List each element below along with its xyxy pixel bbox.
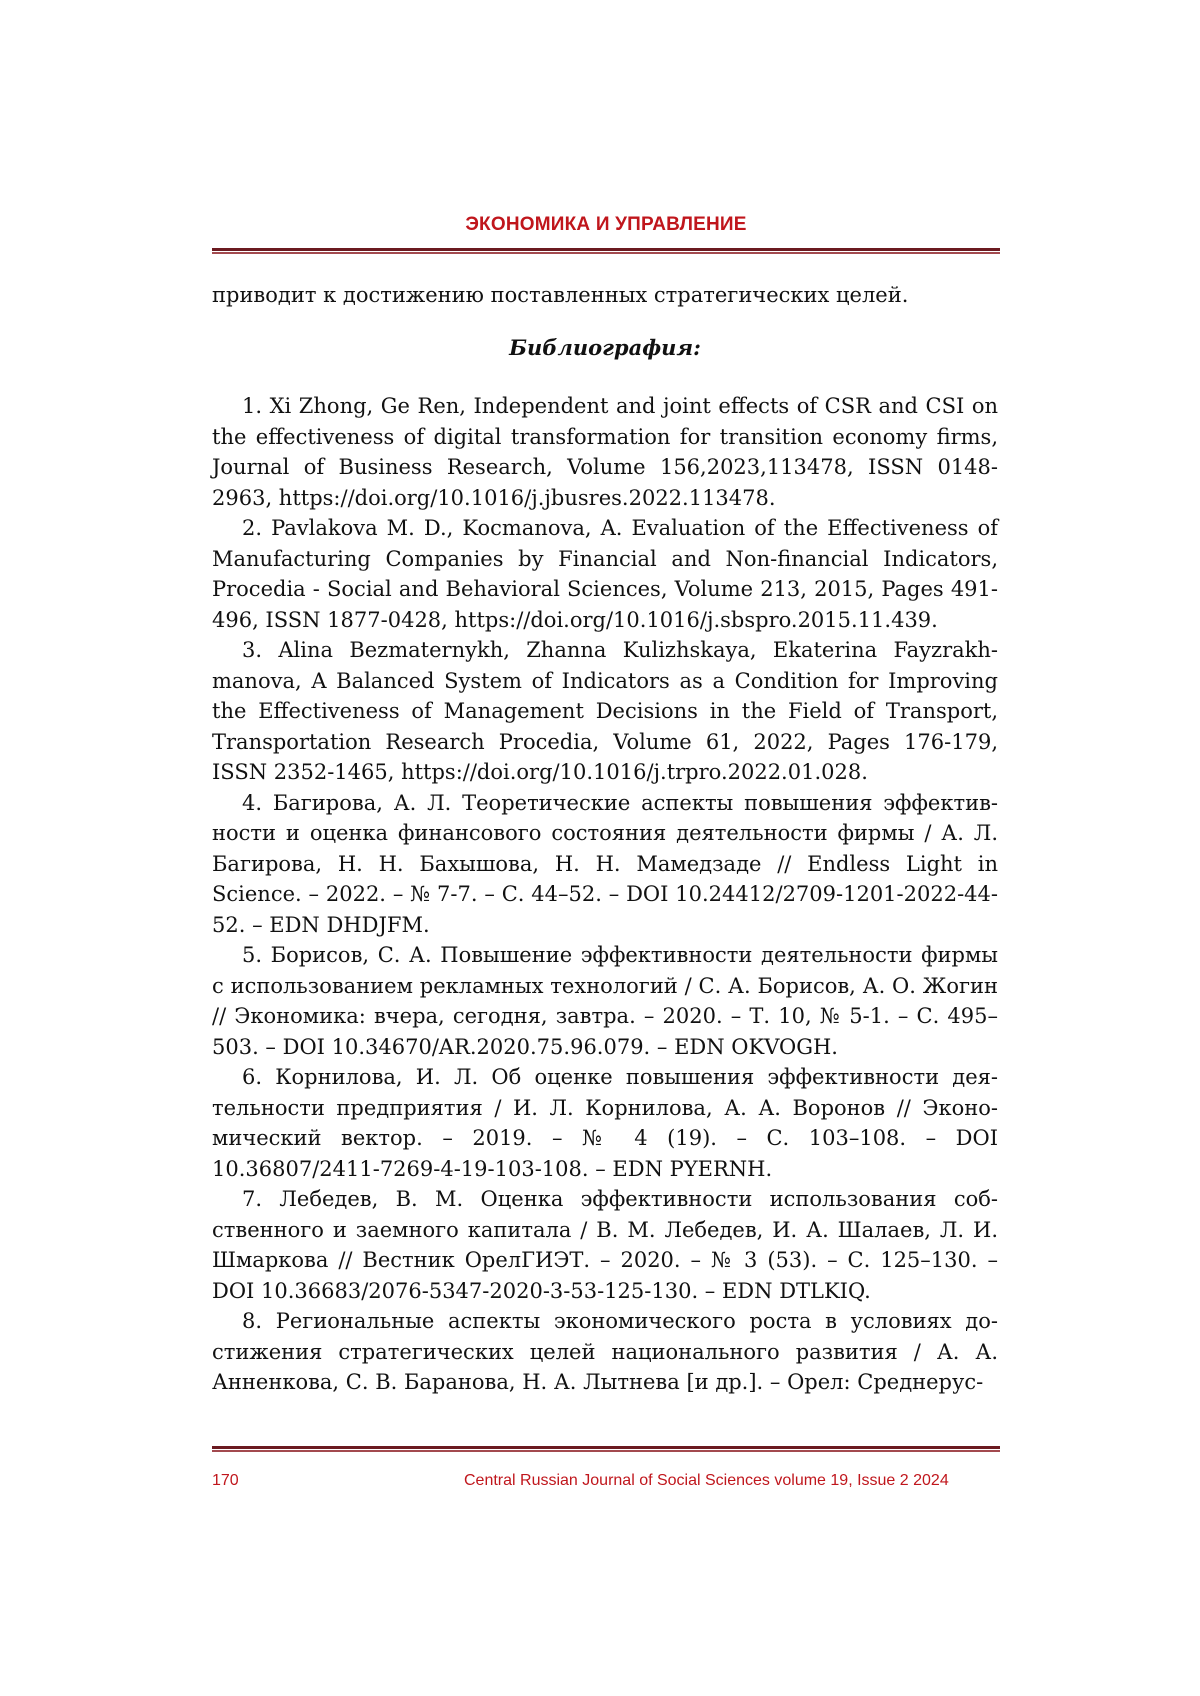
reference-item-2: 2. Pavlakova M. D., Kocmanova, A. Evaluation of the Effectiveness of Manufacturing Companies by Financial and Non-financial Indicators, Procedia - Social and Behavioral Sciences, Volume 213, 2015, Pages 491-496, ISSN 1877-0428, https://doi.org/10.1016/j.sbspro.2015.11.439. — [212, 516, 998, 632]
footer-rule — [212, 1446, 1000, 1452]
reference-item-3: 3. Alina Bezmaternykh, Zhanna Kulizhskaya, Ekaterina Fayzrakhmanova, A Balanced System of Indicators as a Condition for Improving the Effectiveness of Management Decisions in the Field of Transport, Transportation Research Procedia, Volume 61, 2022, Pages 176-179, ISSN 2352-1465, https://doi.org/10.1016/j.trpro.2022.01.028. — [212, 638, 998, 784]
header-rule-thick — [212, 248, 1000, 251]
reference-item-5: 5. Борисов, С. А. Повышение эффективности деятельности фирмы с использованием рекламных технологий / С. А. Борисов, А. О. Жогин // Экономика: вчера, сегодня, завтра. – 2020. – Т. 10, № 5-1. – С. 495–503. – DOI 10.34670/AR.2020.75.96.079. – EDN OKVOGH. — [212, 943, 998, 1059]
running-head: ЭКОНОМИКА И УПРАВЛЕНИЕ — [465, 214, 747, 235]
page-body — [212, 280, 998, 1398]
reference-item-7: 7. Лебедев, В. М. Оценка эффективности использования собственного и заемного капитала / В. М. Лебедев, И. А. Шалаев, Л. И. Шмаркова // Вестник ОрелГИЭТ. – 2020. – № 3 (53). – С. 125–130. – DOI 10.36683/2076-5347-2020-3-53-125-130. – EDN DTLKIQ. — [212, 1187, 998, 1303]
reference-item-4: 4. Багирова, А. Л. Теоретические аспекты повышения эффективности и оценка финансового состояния деятельности фирмы / А. Л. Багирова, Н. Н. Бахышова, Н. Н. Мамедзаде // Endless Light in Science. – 2022. – № 7-7. – С. 44–52. – DOI 10.24412/2709-1201-2022-44-52. – EDN DHDJFM. — [212, 790, 998, 937]
continuation-paragraph: приводит к достижению поставленных стратегических целей. — [212, 283, 909, 307]
reference-list — [212, 391, 998, 1398]
reference-item-8: 8. Региональные аспекты экономического роста в условиях достижения стратегических целей национального развития / А. А. Анненкова, С. В. Баранова, Н. А. Лытнева [и др.]. – Орел: Среднерус- — [212, 1309, 998, 1394]
header-rule-thin — [212, 252, 1000, 254]
reference-item-1: 1. Xi Zhong, Ge Ren, Independent and joint effects of CSR and CSI on the effectiveness of digital transformation for transition economy firms, Journal of Business Research, Volume 156,2023,113478, ISSN 0148-2963, https://doi.org/10.1016/j.jbusres.2022.113478. — [212, 394, 998, 510]
header-rule — [212, 248, 1000, 254]
journal-info: Central Russian Journal of Social Sciences volume 19, Issue 2 2024 — [464, 1472, 949, 1489]
reference-item-6: 6. Корнилова, И. Л. Об оценке повышения эффективности деятельности предприятия / И. Л. Корнилова, А. А. Воронов // Экономический вектор. – 2019. – № 4 (19). – С. 103–108. – DOI 10.36807/2411-7269-4-19-103-108. – EDN PYERNH. — [212, 1065, 998, 1181]
bibliography-heading: Библиография: — [509, 334, 701, 360]
footer-rule-thick — [212, 1446, 1000, 1449]
page-number: 170 — [212, 1472, 239, 1489]
footer-rule-thin — [212, 1450, 1000, 1452]
